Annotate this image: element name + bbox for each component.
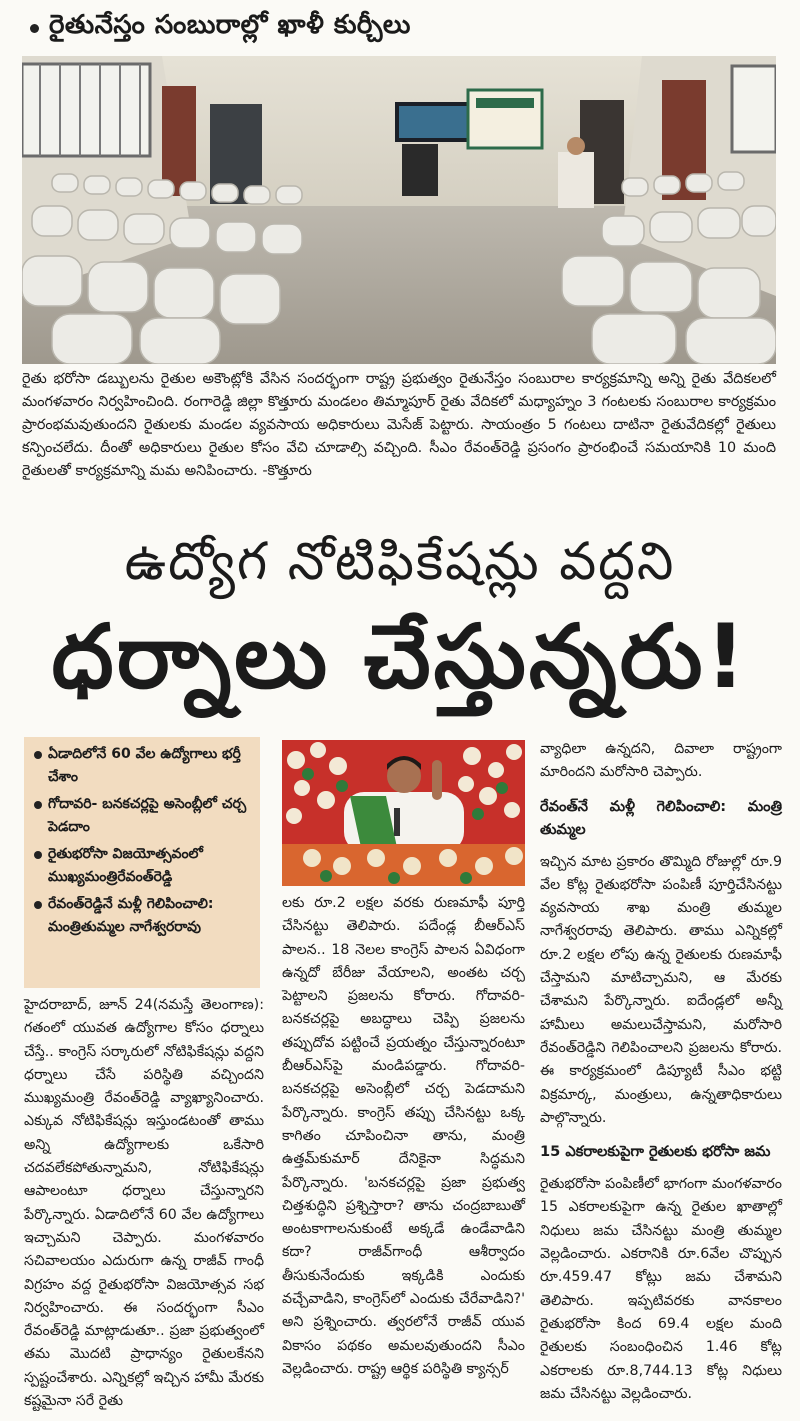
article-column-3 [540,738,782,1406]
subheading-rythu-bharosa: 15 ఎకరాలకుపైగా రైతులకు భరోసా జమ [540,1143,771,1161]
article-paragraph: హైదరాబాద్, జూన్ 24(నమస్తే తెలంగాణ): గతంలో యువత ఉద్యోగాల కోసం ధర్నాలు చేస్తే.. కాంగ్రెస్ సర్కారులో నోటిఫికేషన్లు వద్దని ధర్నాలు చేసే పరిస్థితి వచ్చిందని ముఖ్యమంత్రి రేవంత్‌రెడ్డి వ్యాఖ్యానించారు. ఎక్కువ నోటిఫికేషన్లు ఇస్తుండటంతో తాము అన్ని ఉద్యోగాలకు ఒకేసారి చదవలేకపోతున్నామని, నోటిఫికేషన్లు ఆపాలంటూ ధర్నాలు చేస్తున్నారని పేర్కొన్నారు. ఏడాదిలోనే 60 వేల ఉద్యోగాలు ఇచ్చామని చెప్పారు. మంగళవారం సచివాలయం ఎదురుగా ఉన్న రాజీవ్ గాంధీ విగ్రహం వద్ద రైతుభరోసా విజయోత్సవ సభ నిర్వహించారు. ఈ సందర్భంగా సీఎం రేవంత్‌రెడ్డి మాట్లాడుతూ.. ప్రజా ప్రభుత్వంలో తమ మొదటి ప్రాధాన్యం రైతులకేనని స్పష్టంచేశారు. ఎన్నికల్లో ఇచ్చిన హామీ మేరకు కష్టమైనా సరే రైతు [24,997,264,1410]
highlight-item: ఏడాదిలోనే 60 వేల ఉద్యోగాలు భర్తీ చేశాం [32,743,252,789]
article-column-1 [24,994,264,1413]
top-headline: రైతునేస్తం సంబురాల్లో ఖాళీ కుర్చీలు [49,10,411,40]
highlight-item: గోదావరి- బనకచర్లపై అసెంబ్లీలో చర్చ పెడదాం [32,793,252,839]
highlights-box [24,737,260,988]
cm-speech-photo [282,740,525,886]
article-paragraph: ఇచ్చిన మాట ప్రకారం తొమ్మిది రోజుల్లో రూ.9 వేల కోట్ల రైతుభరోసా పంపిణీ పూర్తిచేసినట్టు వ్యవసాయ శాఖ మంత్రి తుమ్మల నాగేశ్వరరావు తెలిపారు. తాము ఎన్నికల్లో రూ.2 లక్షల లోపు ఉన్న రైతులకు రుణమాఫీ చేస్తామని మాటిచ్చామని, ఆ మేరకు చేశామని పేర్కొన్నారు. ఐదేండ్లలో అన్నీ హామీలు అమలుచేస్తామని, మరోసారి రేవంత్‌రెడ్డిని గెలిపించాలని ప్రజలను కోరారు. ఈ కార్యక్రమంలో డిప్యూటీ సీఎం భట్టి విక్రమార్క, మంత్రులు, ఉన్నతాధికారులు పాల్గొన్నారు. [540,853,782,1126]
headline-line-2: ధర్నాలు చేస్తున్నరు! [51,605,749,708]
article-paragraph: వ్యాధిలా ఉన్నదని, దివాలా రాష్ట్రంగా మారిందని మరోసారి చెప్పారు. [540,741,782,781]
subheading-tummala: రేవంత్‌నే మళ్లీ గెలిపించాలి: మంత్రి తుమ్మల [540,797,782,838]
article-paragraph: లకు రూ.2 లక్షల వరకు రుణమాఫీ పూర్తి చేసినట్టు తెలిపారు. పదేండ్ల బీఆర్‌ఎస్ పాలన.. 18 నెలల కాంగ్రెస్ పాలన ఏవిధంగా ఉన్నదో బేరీజు వేయాలని, అంతట చర్చ పెట్టాలని ప్రజలను కోరారు. గోదావరి-బనకచర్లపై అబద్ధాలు చెప్పి ప్రజలను తప్పుదోవ పట్టించే ప్రయత్నం చేస్తున్నారంటూ బీఆర్‌ఎస్‌పై మండిపడ్డారు. గోదావరి-బనకచర్లపై అసెంబ్లీలో చర్చ పెడదామని పేర్కొన్నారు. కాంగ్రెస్ తప్పు చేసినట్టు ఒక్క కాగితం చూపించినా తాను, మంత్రి ఉత్తమ్‌కుమార్ దేనికైనా సిద్ధమని పేర్కొన్నారు. 'బనకచర్లపై ప్రజా ప్రభుత్వ చిత్తశుద్ధిని ప్రశ్నిస్తారా? తాను చంద్రబాబుతో అంటకాగాలనుకుంటే అక్కడే ఉండేవాడిని కదా? రాజీవ్‌గాంధీ ఆశీర్వాదం తీసుకునేందుకు ఇక్కడికి ఎందుకు వచ్చేవాడిని, కాంగ్రెస్‌లో ఎందుకు చేరేవాడిని?' అని ప్రశ్నించారు. త్వరలోనే రాజీవ్ యువ వికాసం పథకం అమలవుతుందని సీఎం వెల్లడించారు. రాష్ట్ర ఆర్థిక పరిస్థితి క్యాన్సర్ [282,895,525,1377]
highlight-item: రేవంత్‌రెడ్డినే మళ్లీ గెలిపించాలి: మంత్రితుమ్మల నాగేశ్వరరావు [32,893,252,939]
headline-line-1: ఉద్యోగ నోటిఫికేషన్లు వద్దని [124,532,676,592]
empty-chairs-photo [22,56,776,364]
highlight-item: రైతుభరోసా విజయోత్సవంలో ముఖ్యమంత్రిరేవంత్‌రెడ్డి [32,843,252,889]
photo-caption: రైతు భరోసా డబ్బులను రైతుల అకౌంట్లోకి వేసిన సందర్భంగా రాష్ట్ర ప్రభుత్వం రైతునేస్తం సంబురాల కార్యక్రమాన్ని అన్ని రైతు వేదికలలో మంగళవారం నిర్వహించింది. రంగారెడ్డి జిల్లా కొత్తూరు మండలం తిమ్మాపూర్ రైతు వేదికలో మధ్యాహ్నం 3 గంటలకు సంబురాల కార్యక్రమం ప్రారంభమవుతుందని రైతులకు మండల వ్యవసాయ అధికారులు మెసేజ్ పెట్టారు. సాయంత్రం 5 గంటలు దాటినా రైతువేదికల్లో రైతులు కన్పించలేదు. దీంతో అధికారులు రైతుల కోసం వేచి చూడాల్సి వచ్చింది. సీఎం రేవంత్‌రెడ్డి ప్రసంగం ప్రారంభించే సమయానికి 10 మంది రైతులతో కార్యక్రమాన్ని మమ అనిపించారు. -కొత్తూరు [22,371,776,479]
top-story-heading [22,8,411,48]
bullet-icon [30,24,39,33]
article-column-2 [282,892,525,1381]
article-paragraph: రైతుభరోసా పంపిణీలో భాగంగా మంగళవారం 15 ఎకరాలకుపైగా ఉన్న రైతుల ఖాతాల్లో నిధులు జమ చేసినట్టు మంత్రి తుమ్మల వెల్లడించారు. ఎకరానికి రూ.6వేల చొప్పున రూ.459.47 కోట్లు జమ చేశామని తెలిపారు. ఇప్పటివరకు వానకాలం రైతుభరోసా కింద 69.4 లక్షల మంది రైతులకు సంబంధించిన 1.46 కోట్ల ఎకరాలకు రూ.8,744.13 కోట్ల నిధులు జమ చేసినట్టు వెల్లడించారు. [540,1176,782,1402]
